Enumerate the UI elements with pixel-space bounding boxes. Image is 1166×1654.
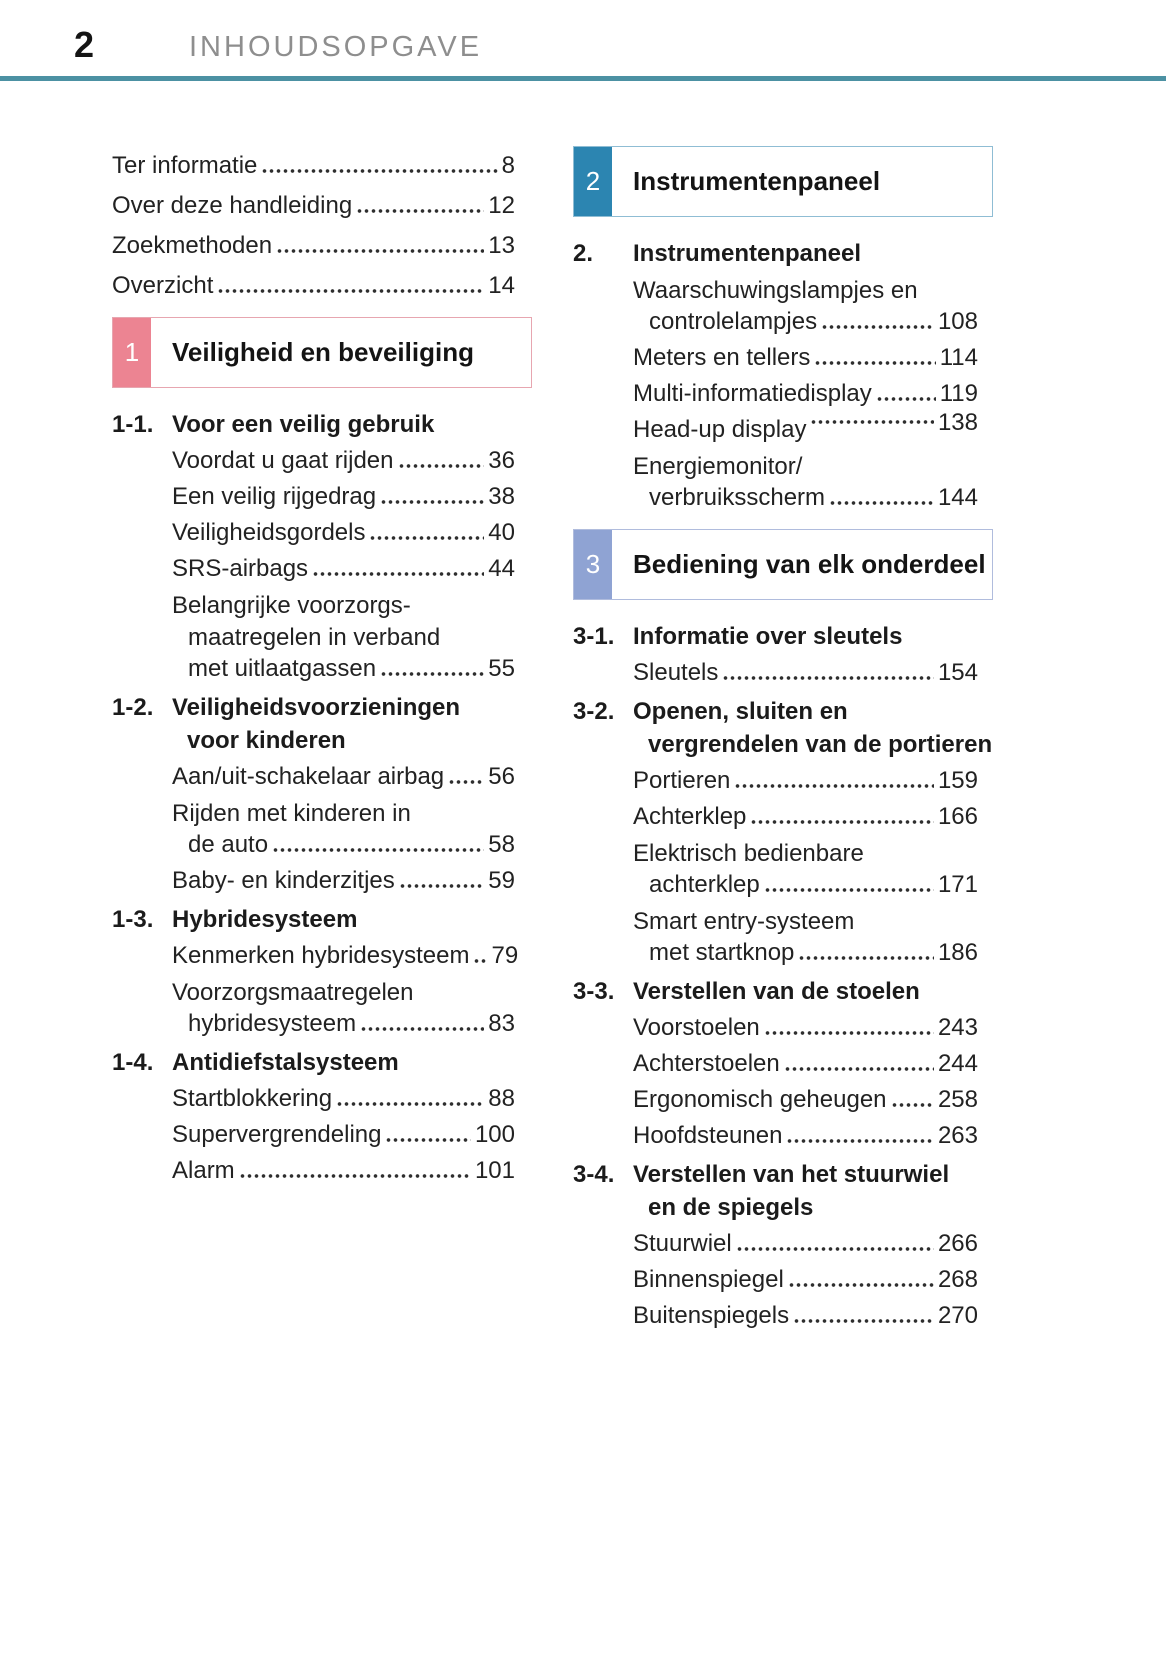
entry-label: Head-up display [633, 416, 807, 443]
heading-number: 3-1. [573, 623, 615, 650]
toc-entry [573, 343, 978, 373]
dot-leader [784, 1067, 934, 1071]
toc-entry [573, 1229, 978, 1259]
entry-label: SRS-airbags [172, 555, 309, 582]
page-ref: 12 [488, 192, 515, 219]
dot-leader [876, 397, 936, 401]
entry-line [172, 1009, 515, 1039]
page-ref: 263 [937, 1122, 978, 1149]
entry-line [172, 518, 515, 548]
entry-label: Kenmerken hybridesysteem [172, 942, 470, 969]
section-title: Bediening van elk onderdeel [633, 549, 986, 579]
section-box-1 [112, 317, 532, 388]
page-ref: 58 [488, 831, 515, 858]
entry-label: Portieren [633, 767, 731, 794]
page-number: 2 [74, 24, 95, 65]
entry-label: de auto [188, 831, 269, 858]
dot-leader [764, 1031, 934, 1035]
heading-line: Veiligheidsvoorzieningen [172, 694, 461, 721]
dot-leader [473, 959, 487, 963]
page-ref: 56 [488, 763, 515, 790]
entry-label: Supervergrendeling [172, 1121, 382, 1148]
entry-label: controlelampjes [649, 308, 818, 335]
toc-heading-1-1 [112, 408, 515, 441]
page-ref: 79 [491, 942, 519, 969]
section-title: Instrumentenpaneel [633, 166, 881, 196]
section-number-tab: 1 [113, 318, 151, 387]
entry-line: Energiemonitor/ [633, 453, 803, 480]
dot-leader [786, 1139, 934, 1143]
heading-text [172, 903, 357, 936]
toc-entry [112, 554, 515, 584]
dot-leader [798, 956, 934, 960]
entry-label: Stuurwiel [633, 1230, 732, 1257]
dot-leader [814, 361, 935, 365]
entry-line [172, 941, 519, 971]
heading-text [172, 1046, 399, 1079]
toc-entry [112, 1084, 515, 1114]
entry-label: hybridesysteem [188, 1010, 357, 1037]
dot-leader [217, 289, 484, 293]
toc-entry [573, 409, 978, 445]
heading-line: Voor een veilig gebruik [172, 411, 435, 438]
entry-line [633, 1049, 978, 1079]
entry-line [172, 482, 515, 512]
page-ref: 83 [488, 1010, 515, 1037]
page-ref: 138 [937, 409, 978, 436]
entry-line: Voorzorgsmaatregelen [172, 979, 414, 1006]
toc-entry [573, 1085, 978, 1115]
page-ref: 55 [488, 655, 515, 682]
toc-heading-2 [573, 237, 978, 270]
entry-label: Sleutels [633, 659, 719, 686]
entry-line [633, 1085, 978, 1115]
entry-line: maatregelen in verband [188, 624, 441, 651]
heading-line: voor kinderen [187, 727, 346, 754]
entry-line [633, 1013, 978, 1043]
entry-label: met startknop [649, 939, 795, 966]
page-ref: 101 [474, 1157, 515, 1184]
toc-entry [573, 451, 978, 513]
entry-line [633, 1229, 978, 1259]
toc-entry [573, 1301, 978, 1331]
toc-entry [112, 518, 515, 548]
entry-label: achterklep [649, 871, 760, 898]
section-title: Veiligheid en beveiliging [172, 337, 474, 367]
toc-entry [112, 977, 515, 1039]
page-ref: 88 [488, 1085, 515, 1112]
toc-entry [112, 941, 519, 971]
heading-number: 1-3. [112, 906, 154, 933]
toc-entry [112, 590, 515, 684]
entry-line: Belangrijke voorzorgs- [172, 592, 411, 619]
page-ref: 186 [937, 939, 978, 966]
dot-leader [276, 249, 484, 253]
entry-line [633, 379, 978, 409]
entry-label: Overzicht [112, 272, 214, 299]
heading-text [172, 691, 460, 757]
heading-text [172, 408, 434, 441]
dot-leader [793, 1319, 934, 1323]
page-ref: 171 [937, 871, 978, 898]
toc-entry [573, 658, 978, 688]
dot-leader [369, 536, 484, 540]
dot-leader [336, 1102, 484, 1106]
entry-label: Voorstoelen [633, 1014, 760, 1041]
entry-line [633, 802, 978, 832]
toc-entry [573, 1265, 978, 1295]
entry-label: Over deze handleiding [112, 192, 353, 219]
page-ref: 159 [937, 767, 978, 794]
page-ref: 13 [488, 232, 515, 259]
page-ref: 268 [937, 1266, 978, 1293]
dot-leader [380, 500, 484, 504]
toc-entry [573, 906, 978, 968]
entry-line [172, 762, 515, 792]
entry-line [633, 766, 978, 796]
heading-line: Informatie over sleutels [633, 623, 903, 650]
entry-line [172, 1084, 515, 1114]
toc-entry [112, 798, 515, 860]
heading-line: vergrendelen van de portieren [648, 731, 993, 758]
dot-leader [312, 572, 484, 576]
dot-leader [380, 672, 484, 676]
toc-entry [573, 275, 978, 337]
toc-entry [112, 141, 515, 181]
toc-entry [112, 1156, 515, 1186]
dot-leader [764, 888, 934, 892]
toc-entry [112, 261, 515, 301]
heading-text [633, 1158, 949, 1224]
entry-label: Aan/uit-schakelaar airbag [172, 763, 445, 790]
page-ref: 59 [488, 867, 515, 894]
heading-text [633, 975, 920, 1008]
toc-heading-1-4 [112, 1046, 515, 1079]
heading-text [633, 695, 992, 761]
entry-line [633, 307, 978, 337]
toc-column-left [112, 141, 519, 1192]
dot-leader [360, 1027, 484, 1031]
entry-line [633, 1265, 978, 1295]
toc-entry [112, 866, 515, 896]
entry-line: Rijden met kinderen in [172, 800, 411, 827]
heading-number: 1-1. [112, 411, 154, 438]
section-box-3 [573, 529, 993, 600]
entry-line [172, 830, 515, 860]
toc-entry [573, 766, 978, 796]
entry-line [633, 483, 978, 513]
entry-line [633, 870, 978, 900]
page-ref: 14 [488, 272, 515, 299]
entry-label: Binnenspiegel [633, 1266, 784, 1293]
dot-leader [356, 209, 484, 213]
page-ref: 270 [937, 1302, 978, 1329]
dot-leader [829, 501, 934, 505]
dot-leader [810, 420, 934, 424]
page-ref: 119 [939, 380, 978, 407]
page-ref: 40 [488, 519, 515, 546]
entry-label: Alarm [172, 1157, 235, 1184]
entry-label: Buitenspiegels [633, 1302, 790, 1329]
entry-line [172, 654, 515, 684]
dot-leader [448, 780, 484, 784]
page-ref: 243 [937, 1014, 978, 1041]
entry-label: met uitlaatgassen [188, 655, 377, 682]
header-rule-divider [0, 76, 1166, 81]
heading-number: 3-4. [573, 1161, 615, 1188]
heading-line: Antidiefstalsysteem [172, 1049, 399, 1076]
entry-line [633, 938, 978, 968]
entry-label: Zoekmethoden [112, 232, 273, 259]
page-ref: 8 [501, 152, 515, 179]
page-ref: 38 [488, 483, 515, 510]
entry-label: Ergonomisch geheugen [633, 1086, 887, 1113]
page-ref: 100 [474, 1121, 515, 1148]
dot-leader [891, 1103, 934, 1107]
dot-leader [821, 325, 934, 329]
toc-heading-1-2 [112, 691, 515, 757]
entry-label: Startblokkering [172, 1085, 333, 1112]
dot-leader [272, 848, 484, 852]
dot-leader [736, 1247, 934, 1251]
heading-line: Hybridesysteem [172, 906, 358, 933]
entry-line [633, 343, 978, 373]
page-title: INHOUDSOPGAVE [189, 31, 483, 63]
section-number-tab: 2 [574, 147, 612, 216]
entry-line [172, 446, 515, 476]
entry-line: Elektrisch bedienbare [633, 840, 864, 867]
entry-line [172, 554, 515, 584]
entry-line [633, 658, 978, 688]
entry-line [172, 1156, 515, 1186]
heading-number: 1-2. [112, 694, 154, 721]
toc-entry [112, 446, 515, 476]
toc-entry [112, 482, 515, 512]
heading-line: Openen, sluiten en [633, 698, 848, 725]
entry-label: Ter informatie [112, 152, 258, 179]
toc-entry [112, 181, 515, 221]
page-ref: 44 [488, 555, 515, 582]
section-box-2 [573, 146, 993, 217]
toc-entry [112, 1120, 515, 1150]
entry-label: verbruiksscherm [649, 484, 826, 511]
page-ref: 166 [937, 803, 978, 830]
heading-line: en de spiegels [648, 1194, 814, 1221]
heading-text [633, 237, 861, 270]
heading-number: 3-3. [573, 978, 615, 1005]
entry-line [633, 1301, 978, 1331]
dot-leader [239, 1174, 471, 1178]
heading-line: Instrumentenpaneel [633, 240, 862, 267]
heading-number: 1-4. [112, 1049, 154, 1076]
page-ref: 144 [937, 484, 978, 511]
toc-column-right [573, 146, 993, 1337]
entry-line: Waarschuwingslampjes en [633, 277, 918, 304]
dot-leader [398, 464, 485, 468]
toc-entry [112, 221, 515, 261]
dot-leader [722, 676, 934, 680]
page-ref: 258 [937, 1086, 978, 1113]
toc-heading-3-3 [573, 975, 978, 1008]
entry-label: Multi-informatiedisplay [633, 380, 872, 407]
entry-line [633, 1121, 978, 1151]
toc-entry [573, 1049, 978, 1079]
page-ref: 266 [937, 1230, 978, 1257]
entry-label: Hoofdsteunen [633, 1122, 783, 1149]
toc-entry [573, 802, 978, 832]
page-ref: 154 [937, 659, 978, 686]
entry-label: Baby- en kinderzitjes [172, 867, 395, 894]
entry-line [172, 866, 515, 896]
dot-leader [788, 1283, 934, 1287]
entry-label: Veiligheidsgordels [172, 519, 366, 546]
toc-entry [573, 1121, 978, 1151]
entry-line [172, 1120, 515, 1150]
heading-line: Verstellen van het stuurwiel [633, 1161, 950, 1188]
dot-leader [734, 784, 934, 788]
section-number-tab: 3 [574, 530, 612, 599]
dot-leader [399, 884, 485, 888]
heading-text [633, 620, 902, 653]
entry-label: Voordat u gaat rijden [172, 447, 394, 474]
toc-heading-1-3 [112, 903, 515, 936]
entry-label: Achterstoelen [633, 1050, 780, 1077]
toc-entry [573, 1013, 978, 1043]
entry-line: Smart entry-systeem [633, 908, 855, 935]
page-ref: 36 [488, 447, 515, 474]
toc-entry [112, 762, 515, 792]
dot-leader [750, 820, 934, 824]
page-ref: 114 [939, 344, 978, 371]
toc-entry [573, 838, 978, 900]
page-ref: 244 [937, 1050, 978, 1077]
entry-line [633, 409, 978, 445]
heading-number: 2. [573, 240, 594, 267]
entry-label: Een veilig rijgedrag [172, 483, 377, 510]
toc-heading-3-4 [573, 1158, 978, 1224]
entry-label: Meters en tellers [633, 344, 811, 371]
entry-label: Achterklep [633, 803, 747, 830]
dot-leader [385, 1138, 470, 1142]
page-ref: 108 [937, 308, 978, 335]
heading-line: Verstellen van de stoelen [633, 978, 920, 1005]
toc-entry [573, 379, 978, 409]
heading-number: 3-2. [573, 698, 615, 725]
toc-heading-3-1 [573, 620, 978, 653]
toc-heading-3-2 [573, 695, 993, 761]
dot-leader [261, 169, 497, 173]
